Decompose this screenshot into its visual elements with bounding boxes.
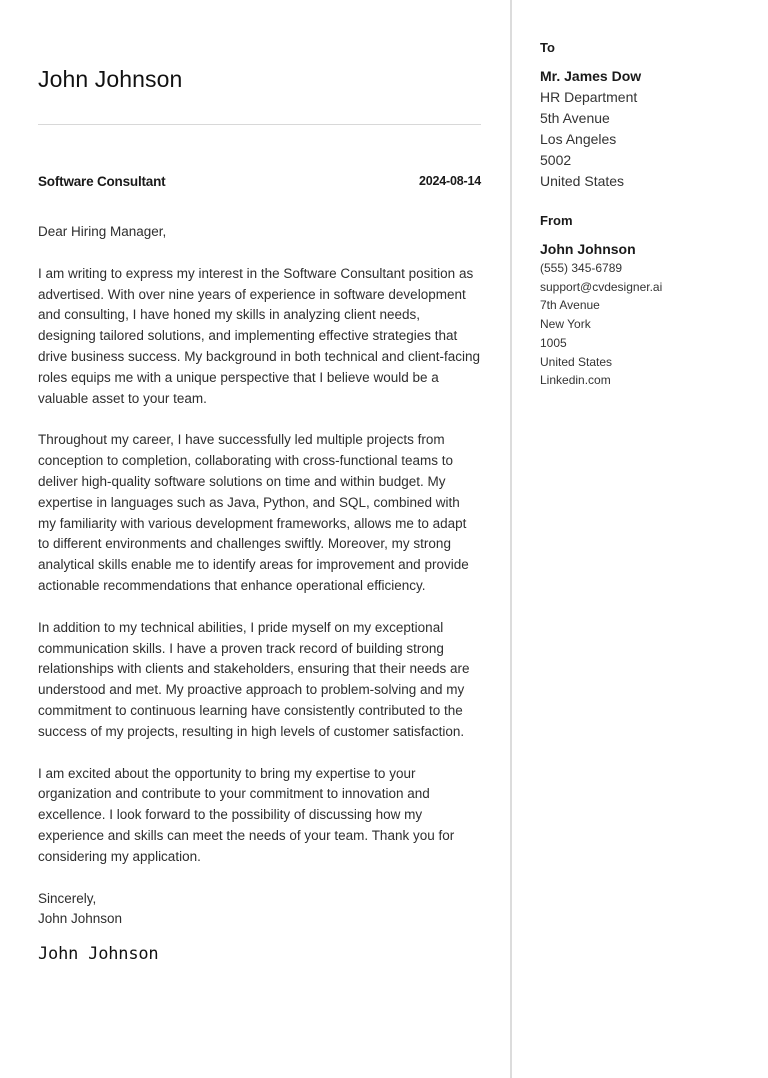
from-label: From [540,213,573,228]
paragraph-3: In addition to my technical abilities, I pride myself on my exceptional communication skills. I have a proven track record of building strong relationships with clients and stakeholders, ensuring that their needs are understood and met. My proactive approach to problem-solving and my commitment to continuous learning have consistently contributed to the success of my projects, resulting in high levels of customer satisfaction. [38,619,470,739]
sender-linkedin: Linkedin.com [540,373,611,388]
recipient-name: Mr. James Dow [540,68,642,84]
sender-street: 7th Avenue [540,298,600,313]
paragraph-4: I am excited about the opportunity to bring my expertise to your organization and contribute to your commitment to innovation and excellence. I look forward to the possibility of discussing how my experience and skills can meet the needs of your team. Thank you for considering my application. [38,765,455,864]
recipient-street: 5th Avenue [540,110,610,126]
applicant-name: John Johnson [38,66,183,92]
signature: John Johnson [38,944,159,965]
recipient-country: United States [540,173,625,189]
recipient-department: HR Department [540,89,638,105]
sender-zip: 1005 [540,335,567,350]
header-divider [38,124,481,125]
sender-block [540,239,760,390]
sender-name: John Johnson [540,241,636,257]
letter-body [38,222,481,965]
column-divider [510,0,512,1078]
sender-phone: (555) 345-6789 [540,261,623,275]
letter-date: 2024-08-14 [419,174,481,188]
sender-email: support@cvdesigner.ai [540,279,663,294]
recipient-city: Los Angeles [540,131,617,147]
recipient-zip: 5002 [540,152,572,168]
greeting: Dear Hiring Manager, [38,224,167,239]
paragraph-1: I am writing to express my interest in the Software Consultant position as advertised. With over nine years of experience in software development and consulting, I have honed my skills in analyzing client needs, designing tailored solutions, and implementing effective strategies that drive business success. My background in both technical and client-facing roles equips me with a unique perspective that I believe would be a valuable asset to your team. [38,265,480,406]
job-date-row [38,174,481,192]
closing-name: John Johnson [38,911,123,927]
paragraph-2: Throughout my career, I have successfully led multiple projects from conception to completion, collaborating with cross-functional teams to deliver high-quality software solutions on time and within budget. My expertise in languages such as Java, Python, and SQL, combined with my familiarity with various development frameworks, allows me to adapt to different environments and challenges swiftly. Moreover, my strong analytical skills enable me to identify areas for improvement and provide actionable recommendations that enhance operational efficiency. [38,432,469,593]
sender-city: New York [540,317,591,332]
sender-country: United States [540,354,613,369]
closing: Sincerely, [38,890,97,906]
to-label: To [540,40,555,55]
job-title: Software Consultant [38,174,166,189]
recipient-block [540,66,760,192]
